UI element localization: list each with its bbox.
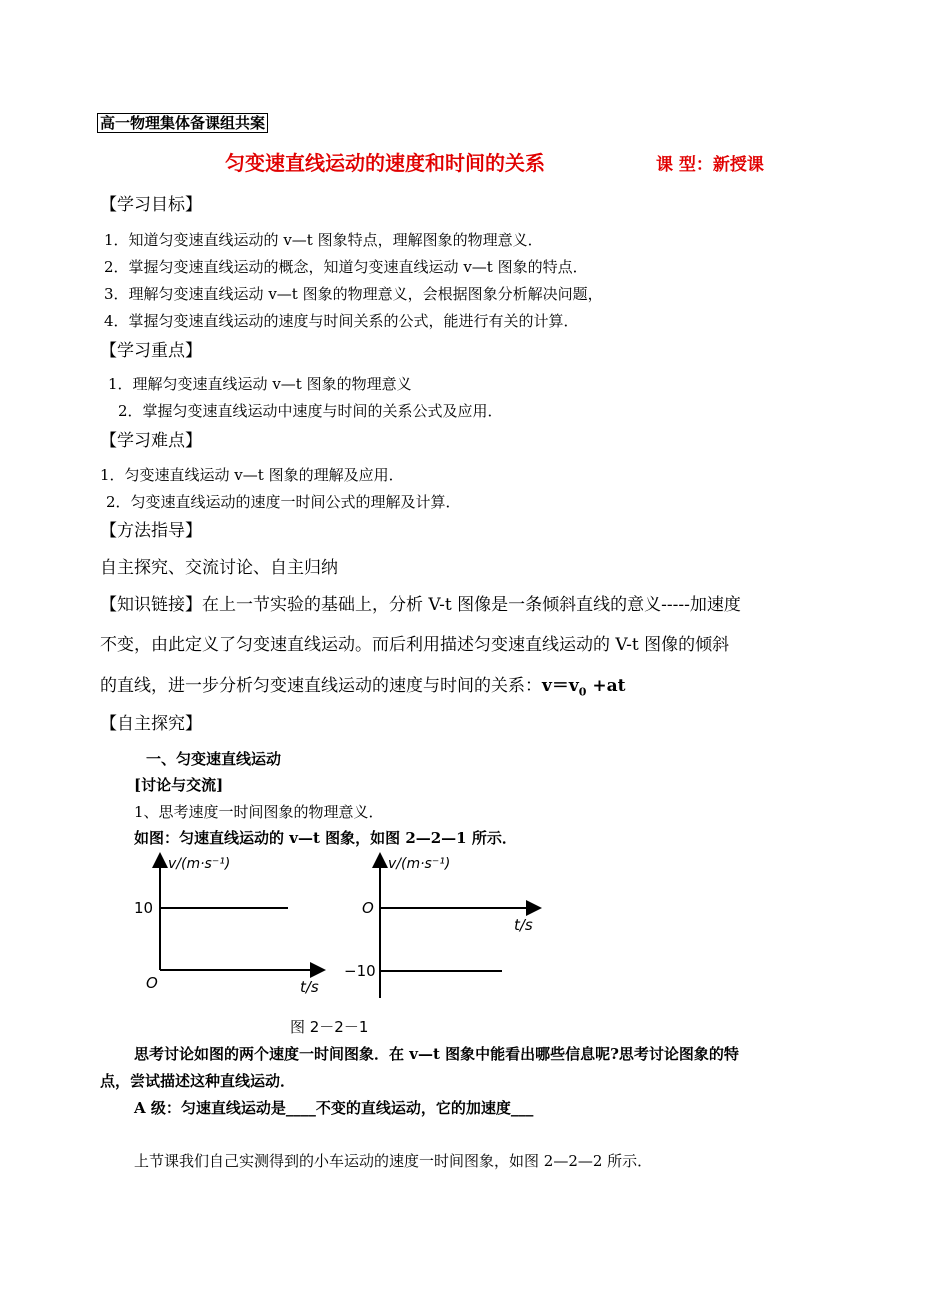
velocity-formula: $v=v_0 +at$ (542, 676, 626, 699)
left-tick-label: 10 (134, 899, 154, 917)
difficult-points-heading: 【学习难点】 (100, 431, 202, 451)
right-x-axis-label: t/s (514, 916, 533, 934)
closing-line: 上节课我们自己实测得到的小车运动的速度一时间图象，如图 2—2—2 所示． (134, 1152, 653, 1170)
explore-heading: 【自主探究】 (100, 714, 202, 734)
difficult-point-item: 1．匀变速直线运动 v—t 图象的理解及应用． (100, 466, 404, 484)
figure-caption: 图 2－2－1 (290, 1018, 369, 1036)
difficult-point-item: 2．匀变速直线运动的速度一时间公式的理解及计算． (106, 493, 461, 511)
vt-figure (130, 848, 550, 1040)
objective-item: 1．知道匀变速直线运动的 v—t 图象特点，理解图象的物理意义． (104, 231, 543, 249)
method-text: 自主探究、交流讨论、自主归纳 (100, 558, 338, 578)
objective-item: 2．掌握匀变速直线运动的概念，知道匀变速直线运动 v—t 图象的特点． (104, 258, 588, 276)
discussion-label: [讨论与交流] (134, 776, 224, 794)
key-point-item: 1．理解匀变速直线运动 v—t 图象的物理意义 (108, 375, 412, 393)
question-1: 1、思考速度一时间图象的物理意义． (134, 803, 384, 821)
left-origin-label: O (146, 974, 158, 992)
method-heading: 【方法指导】 (100, 521, 202, 541)
course-type: 课 型：新授课 (656, 155, 764, 175)
figure-intro: 如图：匀速直线运动的 v—t 图象，如图 2—2—1 所示． (134, 829, 517, 847)
subsection-title: 一、匀变速直线运动 (146, 750, 282, 768)
left-y-axis-label: v/(m·s⁻¹) (168, 856, 231, 872)
level-a-question: A 级：匀速直线运动是____不变的直线运动，它的加速度___ (134, 1099, 534, 1117)
knowledge-link-line: 【知识链接】在上一节实验的基础上，分析 V-t 图像是一条倾斜直线的意义-----加速度 (100, 595, 741, 615)
key-point-item: 2．掌握匀变速直线运动中速度与时间的关系公式及应用． (118, 402, 503, 420)
key-points-heading: 【学习重点】 (100, 341, 202, 361)
knowledge-link-text: 的直线，进一步分析匀变速直线运动的速度与时间的关系： (100, 676, 542, 696)
think-line: 点，尝试描述这种直线运动． (100, 1072, 296, 1090)
think-line: 思考讨论如图的两个速度一时间图象．在 v—t 图象中能看出哪些信息呢?思考讨论图象的特 (134, 1045, 739, 1063)
page-title: 匀变速直线运动的速度和时间的关系 (225, 151, 545, 175)
left-vt-graph (134, 856, 322, 996)
objective-item: 3．理解匀变速直线运动 v—t 图象的物理意义，会根据图象分析解决问题， (104, 285, 603, 303)
right-tick-label: −10 (344, 962, 376, 980)
right-origin-label: O (362, 899, 374, 917)
left-x-axis-label: t/s (300, 978, 319, 996)
knowledge-link-line (100, 671, 625, 698)
right-vt-graph (344, 856, 538, 998)
objectives-heading: 【学习目标】 (100, 195, 202, 215)
right-y-axis-label: v/(m·s⁻¹) (388, 856, 451, 872)
knowledge-link-line: 不变，由此定义了匀变速直线运动。而后利用描述匀变速直线运动的 V-t 图像的倾斜 (100, 635, 730, 655)
header-box: 高一物理集体备课组共案 (97, 113, 268, 133)
objective-item: 4．掌握匀变速直线运动的速度与时间关系的公式，能进行有关的计算． (104, 312, 579, 330)
